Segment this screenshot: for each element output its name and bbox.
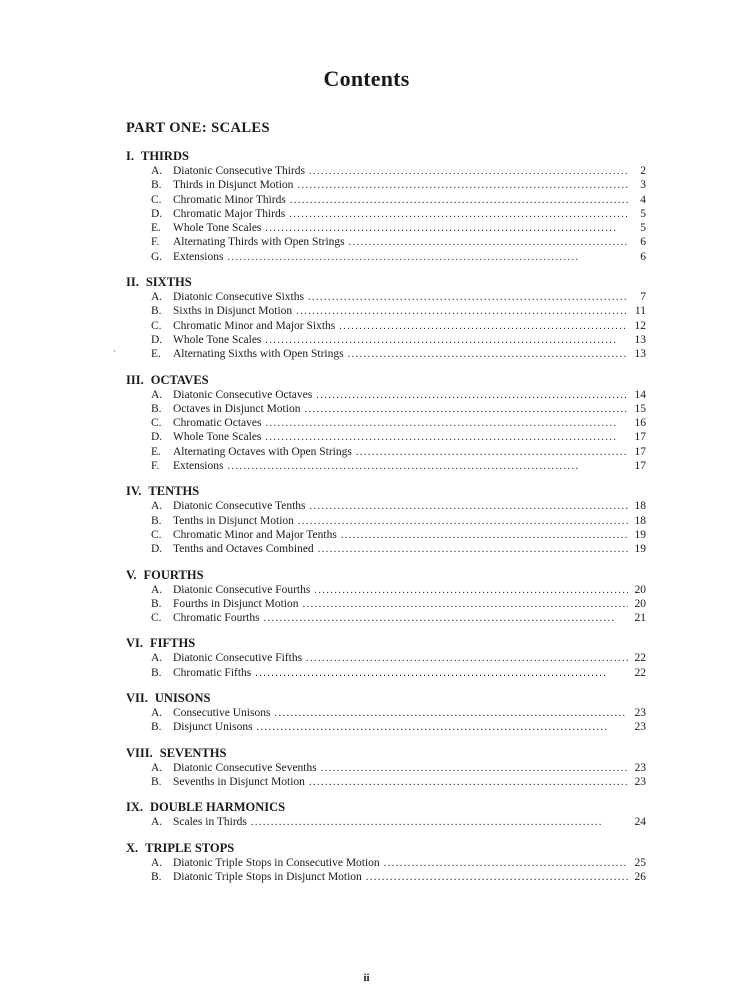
dot-leader bbox=[366, 871, 628, 885]
entry-letter: E. bbox=[151, 222, 161, 235]
entry-letter: B. bbox=[151, 597, 162, 610]
toc-entry bbox=[151, 430, 646, 444]
section-numeral: IX. bbox=[126, 800, 144, 815]
entry-page: 17 bbox=[634, 460, 646, 473]
entry-letter: A. bbox=[151, 652, 163, 665]
section-numeral: VI. bbox=[126, 636, 144, 651]
dot-leader bbox=[297, 179, 628, 193]
entry-label: Diatonic Consecutive Sevenths bbox=[173, 761, 317, 774]
dot-leader bbox=[384, 857, 628, 871]
section-title: OCTAVES bbox=[150, 372, 209, 387]
entry-label: Extensions bbox=[173, 250, 224, 263]
toc-entry bbox=[151, 235, 646, 249]
entry-letter: C. bbox=[151, 319, 162, 332]
entry-page: 23 bbox=[634, 721, 646, 734]
entry-page: 17 bbox=[634, 431, 646, 444]
section-heading bbox=[126, 690, 646, 706]
section-heading bbox=[126, 274, 646, 290]
entry-label: Alternating Sixths with Open Strings bbox=[173, 348, 344, 361]
section-title: FOURTHS bbox=[143, 567, 204, 582]
entry-page: 14 bbox=[634, 388, 646, 401]
dot-leader bbox=[265, 417, 628, 431]
dot-leader bbox=[304, 403, 628, 417]
toc-entry bbox=[151, 193, 646, 207]
toc-entry bbox=[151, 499, 646, 513]
entry-label: Extensions bbox=[173, 460, 224, 473]
section-heading bbox=[126, 635, 646, 651]
dot-leader bbox=[227, 251, 628, 265]
entry-page: 13 bbox=[634, 333, 646, 346]
entry-label: Diatonic Consecutive Sixths bbox=[173, 291, 304, 304]
toc-entry bbox=[151, 402, 646, 416]
dot-leader bbox=[349, 236, 628, 250]
entry-page: 18 bbox=[634, 514, 646, 527]
entry-label: Thirds in Disjunct Motion bbox=[173, 179, 294, 192]
entry-label: Diatonic Triple Stops in Disjunct Motion bbox=[173, 870, 362, 883]
dot-leader bbox=[316, 389, 628, 403]
toc-section bbox=[126, 372, 646, 474]
entry-label: Octaves in Disjunct Motion bbox=[173, 402, 301, 415]
entry-page: 22 bbox=[634, 652, 646, 665]
entry-letter: B. bbox=[151, 305, 162, 318]
toc-section bbox=[126, 274, 646, 361]
entry-label: Tenths and Octaves Combined bbox=[173, 543, 314, 556]
toc-entry bbox=[151, 720, 646, 734]
dot-leader bbox=[296, 305, 628, 319]
entry-letter: A. bbox=[151, 388, 163, 401]
toc-entry bbox=[151, 388, 646, 402]
entry-page: 20 bbox=[634, 583, 646, 596]
dot-leader bbox=[321, 762, 628, 776]
section-title: TRIPLE STOPS bbox=[145, 840, 235, 855]
entry-page: 6 bbox=[640, 250, 646, 263]
toc-entry bbox=[151, 221, 646, 235]
stray-mark: ` bbox=[113, 349, 116, 359]
entry-label: Alternating Thirds with Open Strings bbox=[173, 236, 345, 249]
entry-letter: E. bbox=[151, 348, 161, 361]
toc-entry bbox=[151, 207, 646, 221]
entry-letter: C. bbox=[151, 193, 162, 206]
entry-page: 23 bbox=[634, 761, 646, 774]
entry-page: 26 bbox=[634, 870, 646, 883]
entry-page: 11 bbox=[634, 305, 646, 318]
section-title: THIRDS bbox=[141, 149, 189, 163]
toc-section bbox=[126, 840, 646, 885]
entry-letter: A. bbox=[151, 816, 163, 829]
section-heading bbox=[126, 372, 646, 388]
dot-leader bbox=[265, 222, 628, 236]
entry-label: Diatonic Consecutive Octaves bbox=[173, 388, 313, 401]
section-numeral: II. bbox=[126, 275, 139, 290]
dot-leader bbox=[309, 165, 628, 179]
section-numeral: X. bbox=[126, 840, 139, 855]
entry-label: Sevenths in Disjunct Motion bbox=[173, 775, 305, 788]
toc-entry bbox=[151, 164, 646, 178]
toc-entry bbox=[151, 583, 646, 597]
entry-letter: B. bbox=[151, 775, 162, 788]
toc-section bbox=[126, 148, 646, 264]
toc-entry bbox=[151, 304, 646, 318]
entry-letter: D. bbox=[151, 207, 163, 220]
entry-label: Diatonic Consecutive Tenths bbox=[173, 500, 306, 513]
entry-label: Diatonic Consecutive Thirds bbox=[173, 165, 306, 177]
entry-letter: B. bbox=[151, 721, 162, 734]
entry-page: 23 bbox=[634, 707, 646, 720]
dot-leader bbox=[339, 320, 628, 334]
entry-letter: A. bbox=[151, 761, 163, 774]
entry-letter: A. bbox=[151, 165, 163, 177]
entry-label: Tenths in Disjunct Motion bbox=[173, 514, 294, 527]
section-numeral: III. bbox=[126, 372, 144, 387]
toc-entry bbox=[151, 528, 646, 542]
entry-letter: A. bbox=[151, 707, 163, 720]
page-title: Contents bbox=[323, 66, 410, 91]
toc-section bbox=[126, 483, 646, 556]
entry-letter: B. bbox=[151, 402, 162, 415]
entry-letter: G. bbox=[151, 250, 163, 263]
page-number: ii bbox=[363, 972, 370, 984]
entry-page: 22 bbox=[634, 666, 646, 679]
dot-leader bbox=[298, 515, 628, 529]
toc-entry bbox=[151, 651, 646, 665]
section-heading bbox=[126, 483, 646, 499]
entry-page: 25 bbox=[634, 856, 646, 869]
entry-page: 7 bbox=[640, 291, 646, 304]
entry-page: 6 bbox=[640, 236, 646, 249]
section-numeral: V. bbox=[126, 567, 137, 582]
dot-leader bbox=[318, 543, 628, 557]
toc-entry bbox=[151, 416, 646, 430]
part-heading: PART ONE: SCALES bbox=[126, 120, 270, 136]
entry-label: Fourths in Disjunct Motion bbox=[173, 597, 299, 610]
section-title: SIXTHS bbox=[145, 275, 192, 290]
dot-leader bbox=[257, 721, 628, 735]
dot-leader bbox=[306, 652, 628, 666]
toc-entry bbox=[151, 597, 646, 611]
toc-entry bbox=[151, 445, 646, 459]
toc-entry bbox=[151, 178, 646, 192]
toc-entry bbox=[151, 514, 646, 528]
toc-entry bbox=[151, 319, 646, 333]
dot-leader bbox=[356, 446, 628, 460]
toc-entry bbox=[151, 250, 646, 264]
entry-page: 20 bbox=[634, 597, 646, 610]
entry-page: 2 bbox=[640, 165, 646, 177]
entry-letter: B. bbox=[151, 179, 162, 192]
entry-page: 21 bbox=[634, 612, 646, 625]
section-numeral: VIII. bbox=[126, 745, 153, 760]
section-numeral: I. bbox=[126, 149, 134, 163]
entry-label: Diatonic Consecutive Fifths bbox=[173, 652, 303, 665]
toc-entry bbox=[151, 666, 646, 680]
entry-page: 24 bbox=[634, 816, 646, 829]
entry-letter: F. bbox=[151, 236, 160, 249]
dot-leader bbox=[341, 529, 628, 543]
toc-entry bbox=[151, 870, 646, 884]
section-title: SEVENTHS bbox=[159, 745, 227, 760]
entry-page: 19 bbox=[634, 528, 646, 541]
entry-label: Chromatic Fifths bbox=[173, 666, 252, 679]
entry-page: 18 bbox=[634, 500, 646, 513]
entry-letter: D. bbox=[151, 333, 163, 346]
dot-leader bbox=[265, 334, 628, 348]
entry-label: Chromatic Octaves bbox=[173, 417, 262, 430]
entry-letter: A. bbox=[151, 500, 163, 513]
entry-letter: F. bbox=[151, 460, 160, 473]
entry-letter: A. bbox=[151, 291, 163, 304]
section-title: DOUBLE HARMONICS bbox=[150, 800, 286, 815]
toc-entry bbox=[151, 815, 646, 829]
toc-entry bbox=[151, 347, 646, 361]
entry-label: Diatonic Consecutive Fourths bbox=[173, 583, 311, 596]
section-heading bbox=[126, 840, 646, 856]
entry-label: Diatonic Triple Stops in Consecutive Motion bbox=[173, 856, 380, 869]
entry-letter: C. bbox=[151, 612, 162, 625]
entry-label: Sixths in Disjunct Motion bbox=[173, 305, 293, 318]
entry-label: Chromatic Minor Thirds bbox=[173, 193, 286, 206]
table-of-contents bbox=[126, 148, 646, 887]
entry-letter: B. bbox=[151, 666, 162, 679]
entry-page: 5 bbox=[640, 222, 646, 235]
entry-page: 12 bbox=[634, 319, 646, 332]
entry-label: Scales in Thirds bbox=[173, 816, 247, 829]
entry-page: 4 bbox=[640, 193, 646, 206]
toc-entry bbox=[151, 459, 646, 473]
entry-page: 3 bbox=[640, 179, 646, 192]
dot-leader bbox=[303, 598, 628, 612]
toc-entry bbox=[151, 706, 646, 720]
section-heading bbox=[126, 148, 646, 164]
dot-leader bbox=[289, 208, 628, 222]
entry-label: Chromatic Fourths bbox=[173, 612, 260, 625]
entry-page: 15 bbox=[634, 402, 646, 415]
dot-leader bbox=[308, 291, 628, 305]
toc-entry bbox=[151, 290, 646, 304]
toc-section bbox=[126, 567, 646, 626]
entry-page: 17 bbox=[634, 445, 646, 458]
entry-label: Consecutive Unisons bbox=[173, 707, 271, 720]
entry-label: Alternating Octaves with Open Strings bbox=[173, 445, 352, 458]
toc-entry bbox=[151, 856, 646, 870]
entry-label: Chromatic Minor and Major Tenths bbox=[173, 528, 337, 541]
entry-label: Whole Tone Scales bbox=[173, 431, 262, 444]
entry-label: Disjunct Unisons bbox=[173, 721, 253, 734]
dot-leader bbox=[251, 816, 628, 830]
toc-section bbox=[126, 690, 646, 735]
entry-letter: B. bbox=[151, 514, 162, 527]
entry-letter: E. bbox=[151, 445, 161, 458]
entry-letter: C. bbox=[151, 528, 162, 541]
entry-letter: D. bbox=[151, 431, 163, 444]
entry-page: 16 bbox=[634, 417, 646, 430]
section-title: FIFTHS bbox=[150, 636, 196, 651]
entry-page: 13 bbox=[634, 348, 646, 361]
toc-entry bbox=[151, 611, 646, 625]
dot-leader bbox=[309, 776, 628, 790]
toc-entry bbox=[151, 761, 646, 775]
entry-letter: D. bbox=[151, 543, 163, 556]
dot-leader bbox=[274, 707, 628, 721]
entry-label: Chromatic Major Thirds bbox=[173, 207, 286, 220]
toc-section bbox=[126, 745, 646, 790]
entry-page: 5 bbox=[640, 207, 646, 220]
toc-entry bbox=[151, 775, 646, 789]
toc-entry bbox=[151, 542, 646, 556]
section-title: UNISONS bbox=[154, 691, 211, 706]
section-heading bbox=[126, 567, 646, 583]
entry-letter: A. bbox=[151, 856, 163, 869]
entry-page: 19 bbox=[634, 543, 646, 556]
dot-leader bbox=[290, 194, 628, 208]
section-heading bbox=[126, 799, 646, 815]
entry-label: Chromatic Minor and Major Sixths bbox=[173, 319, 336, 332]
section-numeral: IV. bbox=[126, 484, 142, 499]
toc-section bbox=[126, 799, 646, 829]
dot-leader bbox=[227, 460, 628, 474]
entry-label: Whole Tone Scales bbox=[173, 333, 262, 346]
toc-entry bbox=[151, 333, 646, 347]
entry-letter: B. bbox=[151, 870, 162, 883]
dot-leader bbox=[264, 612, 628, 626]
dot-leader bbox=[255, 667, 628, 681]
section-numeral: VII. bbox=[126, 691, 148, 706]
entry-letter: A. bbox=[151, 583, 163, 596]
dot-leader bbox=[265, 431, 628, 445]
section-heading bbox=[126, 745, 646, 761]
dot-leader bbox=[314, 584, 628, 598]
entry-page: 23 bbox=[634, 775, 646, 788]
toc-section bbox=[126, 635, 646, 680]
dot-leader bbox=[310, 500, 629, 514]
dot-leader bbox=[348, 348, 628, 362]
section-title: TENTHS bbox=[148, 484, 200, 499]
entry-label: Whole Tone Scales bbox=[173, 222, 262, 235]
entry-letter: C. bbox=[151, 417, 162, 430]
